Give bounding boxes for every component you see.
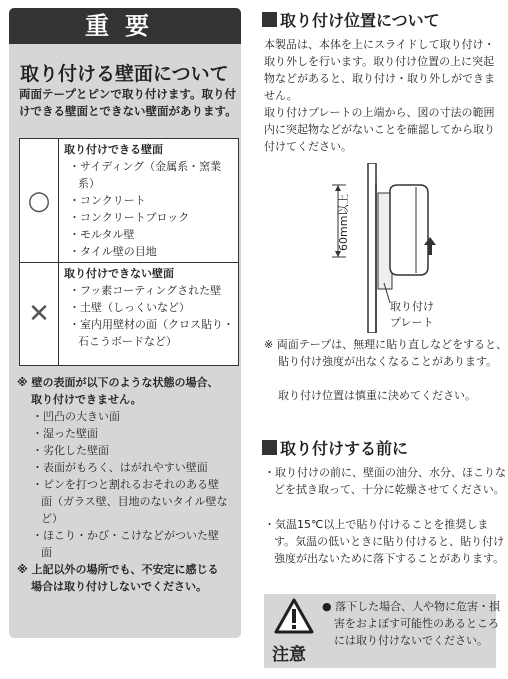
ng-row <box>20 263 238 365</box>
note-item: ・凹凸の大きい面 <box>32 410 120 423</box>
before-item: ・取り付けの前に、壁面の油分、水分、ほこりなどを拭き取って、十分に乾燥させてください。 <box>264 466 506 496</box>
warning-icon <box>274 598 314 634</box>
mounting-diagram <box>320 163 470 333</box>
note-item: ・ピンを打つと割れるおそれのある壁面（ガラス壁、目地のないタイル壁など） <box>32 478 228 525</box>
dimension-label: 60mm以上 <box>337 193 350 251</box>
note-item: ・劣化した壁面 <box>32 444 109 457</box>
ng-item: ・土壁（しっくいなど） <box>69 301 190 314</box>
note-item: ・ほこり・かび・こけなどがついた壁面 <box>32 529 219 559</box>
note-warning: ※ 上記以外の場所でも、不安定に感じる場合は取り付けしないでください。 <box>17 563 219 593</box>
ng-item: ・室内用壁材の面（クロス貼り・石こうボードなど） <box>69 318 234 348</box>
note-warning: ※ 壁の表面が以下のような状態の場合、取り付けできません。 <box>17 376 219 406</box>
position-heading: 取り付け位置について <box>262 8 440 31</box>
ok-item: ・サイディング（金属系・窯業系） <box>69 160 222 190</box>
caution-label: 注意 <box>272 645 306 665</box>
ok-item: ・コンクリート <box>69 194 146 207</box>
wall-heading: 取り付ける壁面について <box>20 63 229 85</box>
plate-label: 取り付け <box>390 300 434 313</box>
note-item: ・表面がもろく、はがれやすい壁面 <box>32 461 208 474</box>
position-note: ※ 両面テープは、無理に貼り直しなどをすると、貼り付け強度が出なくなることがあります。 <box>264 338 508 368</box>
important-panel <box>9 8 241 638</box>
caution-text: ● 落下した場合、人や物に危害・損害をおよぼす可能性のあるところには取り付けないでください。 <box>322 600 501 647</box>
note-item: ・湿った壁面 <box>32 427 98 440</box>
position-text: 本製品は、本体を上にスライドして取り付け・取り外しを行います。取り付け位置の上に突起物などがあると、取り付け・取り外しができません。 <box>264 38 495 102</box>
ng-mark-icon: ✕ <box>20 263 59 365</box>
before-item: ・気温15℃以上で貼り付けることを推奨します。気温の低いときに貼り付けると、貼り付け強度が出ないために落下することがあります。 <box>264 518 505 565</box>
plate-label: プレート <box>390 316 434 329</box>
ok-item: ・モルタル壁 <box>69 228 135 241</box>
important-banner: 重要 <box>9 8 241 44</box>
ok-item: ・タイル壁の目地 <box>69 245 157 258</box>
wall-subtext: 両面テープとピンで取り付けます。取り付けできる壁面とできない壁面があります。 <box>19 87 237 118</box>
ok-item: ・コンクリートブロック <box>69 211 190 224</box>
wall-notes <box>17 374 229 595</box>
ng-item: ・フッ素コーティングされた壁 <box>69 284 222 297</box>
ok-row <box>20 139 238 263</box>
ok-mark-icon: ○ <box>20 139 59 262</box>
wall-table <box>19 138 239 366</box>
unit-body <box>390 185 428 275</box>
ng-title: 取り付けできない壁面 <box>64 267 174 280</box>
caution-box <box>264 594 501 668</box>
before-heading: 取り付けする前に <box>262 436 408 459</box>
wall-section <box>368 163 376 333</box>
position-text: 取り付けプレートの上端から、図の寸法の範囲内に突起物などがないことを確認してから取り付けてください。 <box>264 106 495 153</box>
ok-title: 取り付けできる壁面 <box>64 143 163 156</box>
position-note: 取り付け位置は慎重に決めてください。 <box>278 389 476 402</box>
